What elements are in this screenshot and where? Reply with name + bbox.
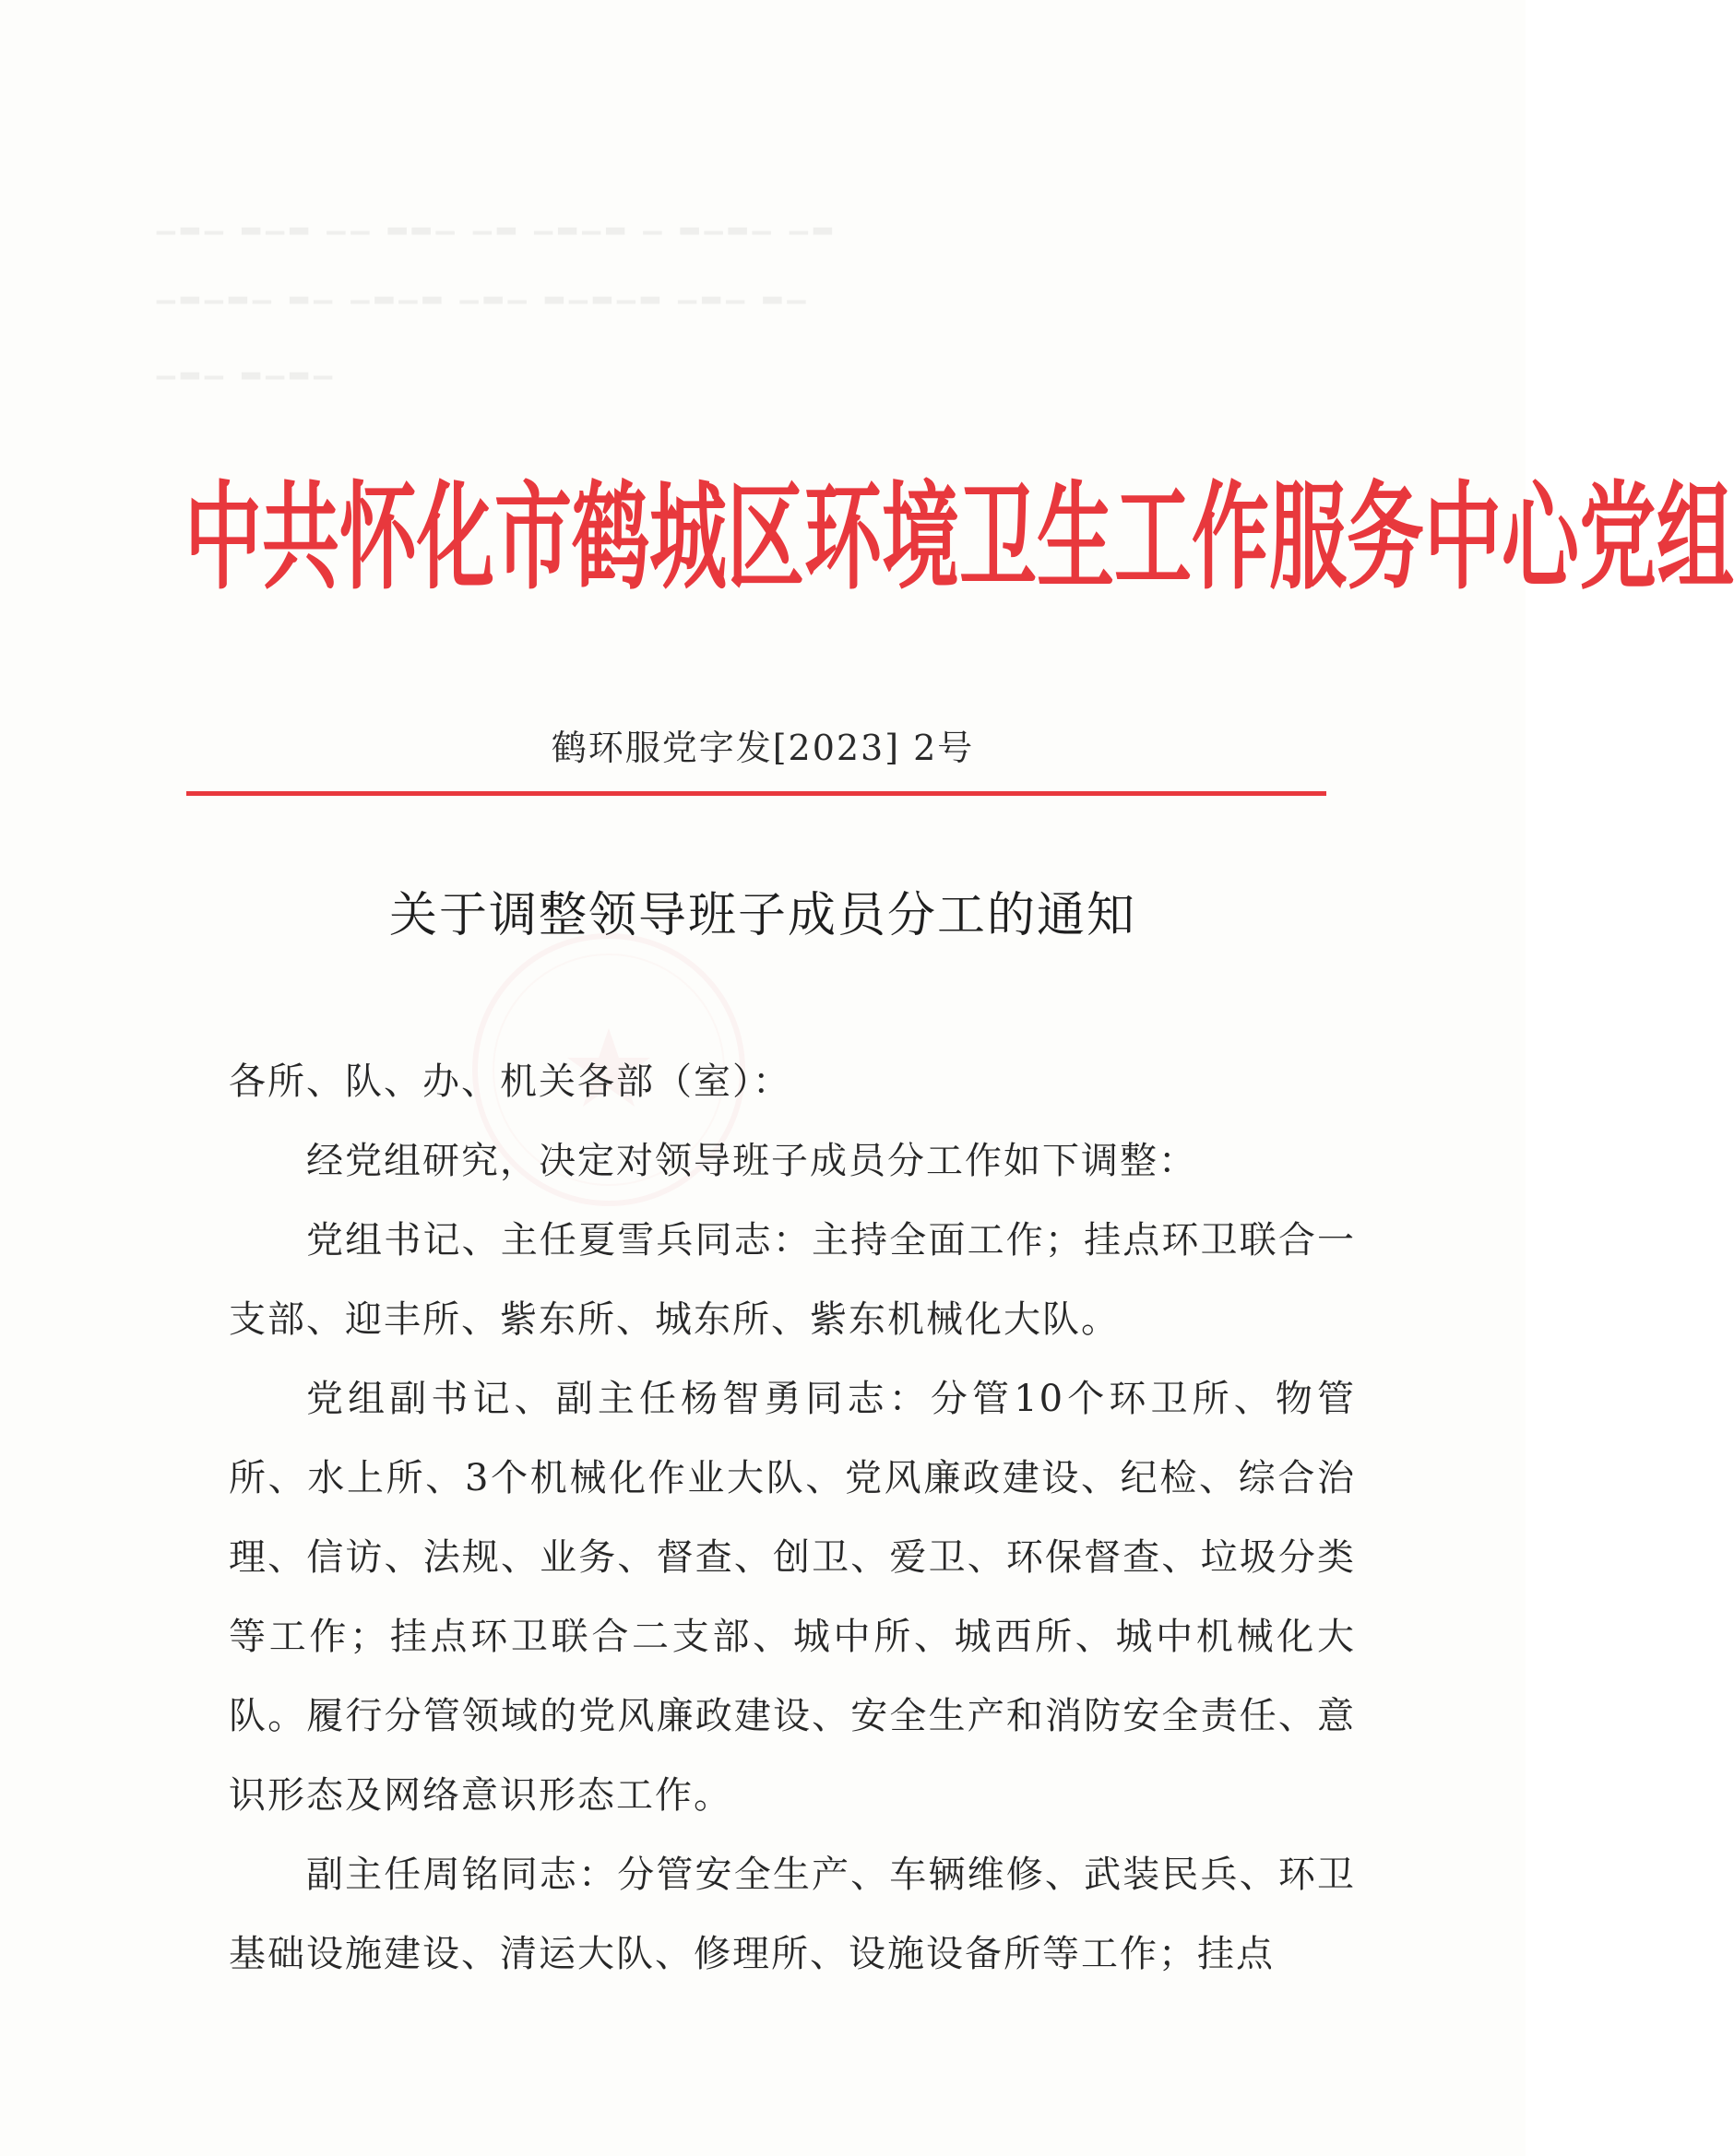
salutation: 各所、队、办、机关各部（室）： [229, 1060, 791, 1103]
notice-body [229, 1042, 1356, 1994]
notice-title: 关于调整领导班子成员分工的通知 [388, 888, 1136, 943]
red-divider-rule [186, 791, 1326, 796]
document-number: 鹤环服党字发[2023] 2号 [551, 728, 975, 768]
bleed-through-text: ▁▂▁ ▂▁▂▁ [157, 352, 338, 380]
bleed-through-text: ▁▂▁▂▁ ▂▁ ▁▂▁▂ ▁▂▁ ▂▁▂▁▂ ▁▂▁ ▂▁ [157, 277, 812, 304]
body-paragraph: 副主任周铭同志：分管安全生产、车辆维修、武装民兵、环卫基础设施建设、清运大队、修理所、设施设备所等工作；挂点 [229, 1854, 1356, 1975]
bleed-through-text: ▁▂▁ ▂▁▂ ▁▁ ▂▂▁ ▁▂ ▁▂▁▂ ▁ ▂▁▂▁ ▁▂ [157, 207, 837, 235]
issuer-masthead: 中共怀化市鹤城区环境卫生工作服务中心党组 [184, 469, 1734, 606]
body-paragraph: 经党组研究，决定对领导班子成员分工作如下调整： [306, 1140, 1197, 1182]
body-paragraph: 党组书记、主任夏雪兵同志：主持全面工作；挂点环卫联合一支部、迎丰所、紫东所、城东所、紫东机械化大队。 [229, 1219, 1356, 1341]
body-paragraph: 党组副书记、副主任杨智勇同志：分管10个环卫所、物管所、水上所、3个机械化作业大队、党风廉政建设、纪检、综合治理、信访、法规、业务、督查、创卫、爱卫、环保督查、垃圾分类等工作；挂点环卫联合二支部、城中所、城西所、城中机械化大队。履行分管领域的党风廉政建设、安全生产和消防安全责任、意识形态及网络意识形态工作。 [229, 1378, 1356, 1817]
